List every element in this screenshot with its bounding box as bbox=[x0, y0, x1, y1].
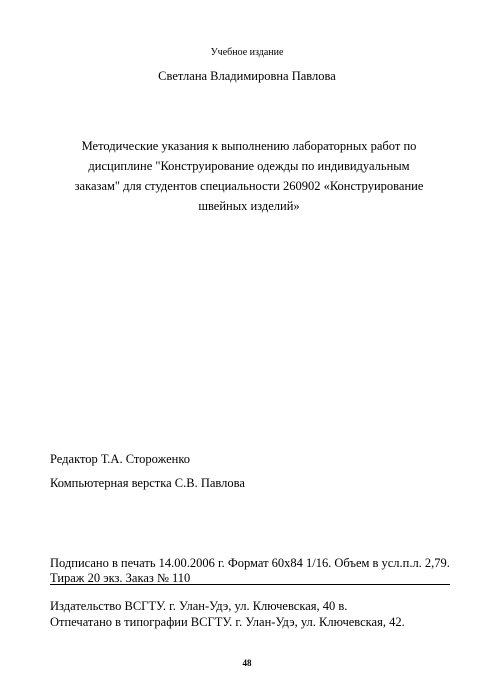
print-word: в bbox=[111, 556, 118, 570]
print-word: 14.00.2006 bbox=[158, 556, 215, 570]
print-word: Формат bbox=[227, 556, 269, 570]
print-word: усл.п.л. bbox=[381, 556, 422, 570]
print-word: печать bbox=[120, 556, 156, 570]
document-title bbox=[64, 136, 434, 216]
print-info bbox=[50, 556, 450, 586]
publisher-line: Издательство ВСГТУ. г. Улан-Удэ, ул. Ключевская, 40 в. bbox=[50, 599, 348, 613]
print-word: Подписано bbox=[50, 556, 109, 570]
divider-rule bbox=[50, 584, 450, 585]
title-line: дисциплине "Конструирование одежды по индивидуальным bbox=[88, 159, 410, 173]
credits bbox=[50, 447, 245, 495]
print-word: 1/16. bbox=[305, 556, 332, 570]
page-number: 48 bbox=[242, 658, 252, 668]
title-line: швейных изделий» bbox=[198, 199, 300, 213]
author-name: Светлана Владимировна Павлова bbox=[158, 69, 336, 83]
print-word: 60х84 bbox=[271, 556, 303, 570]
publisher-info bbox=[50, 598, 405, 630]
print-word: Объем bbox=[334, 556, 370, 570]
print-signing-line bbox=[50, 556, 450, 571]
print-run-line: Тираж 20 экз. Заказ № 110 bbox=[50, 571, 191, 585]
print-word: 2,79. bbox=[424, 556, 450, 570]
printer-line: Отпечатано в типографии ВСГТУ. г. Улан-Удэ, ул. Ключевская, 42. bbox=[50, 615, 405, 629]
title-line: заказам" для студентов специальности 260902 «Конструирование bbox=[74, 179, 424, 193]
layout-credit: Компьютерная верстка С.В. Павлова bbox=[50, 476, 245, 490]
edition-type: Учебное издание bbox=[210, 47, 284, 58]
title-line: Методические указания к выполнению лабораторных работ по bbox=[81, 139, 417, 153]
print-word: в bbox=[372, 556, 379, 570]
editor-credit: Редактор Т.А. Стороженко bbox=[50, 452, 191, 466]
print-word: г. bbox=[217, 556, 225, 570]
